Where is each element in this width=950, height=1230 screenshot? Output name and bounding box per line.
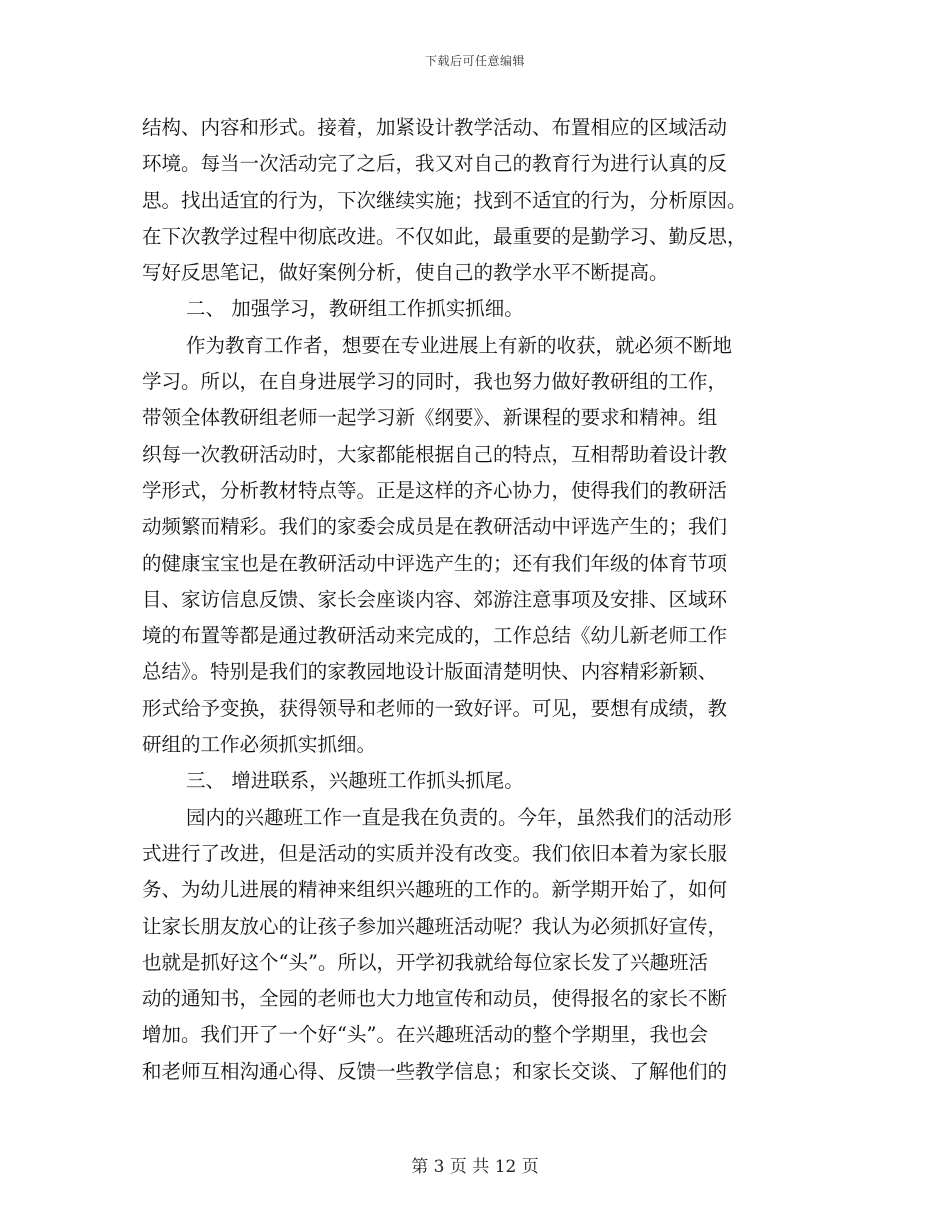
text-line: 境的布置等都是通过教研活动来完成的，工作总结《幼儿新老师工作 [142, 624, 728, 648]
text-line: 学习。所以，在自身进展学习的同时，我也努力做好教研组的工作， [142, 370, 728, 394]
paragraph-first-line: 园内的兴趣班工作一直是我在负责的。今年，虽然我们的活动形 [186, 805, 733, 829]
text-line: 务、为幼儿进展的精神来组织兴趣班的工作的。新学期开始了，如何 [142, 878, 728, 902]
text-line: 结构、内容和形式。接着，加紧设计教学活动、布置相应的区域活动 [142, 116, 728, 139]
text-line: 形式给予变换，获得领导和老师的一致好评。可见，要想有成绩，教 [142, 696, 728, 720]
page-header: 下载后可任意编辑 [424, 54, 525, 68]
document-body [142, 110, 810, 1090]
text-line: 织每一次教研活动时，大家都能根据自己的特点，互相帮助着设计教 [142, 442, 728, 466]
text-line: 式进行了改进，但是活动的实质并没有改变。我们依旧本着为家长服 [142, 841, 728, 865]
text-line: 动频繁而精彩。我们的家委会成员是在教研活动中评选产生的；我们 [142, 515, 728, 539]
text-line: 思。找出适宜的行为，下次继续实施；找到不适宜的行为，分析原因。 [142, 188, 747, 212]
text-line: 的健康宝宝也是在教研活动中评选产生的；还有我们年级的体育节项 [142, 551, 728, 575]
text-line: 目、家访信息反馈、家长会座谈内容、郊游注意事项及安排、区域环 [142, 587, 728, 611]
text-line: 在下次教学过程中彻底改进。不仅如此，最重要的是勤学习、勤反思， [142, 224, 747, 248]
text-line: 写好反思笔记，做好案例分析，使自己的教学水平不断提高。 [142, 261, 669, 285]
text-line: 带领全体教研组老师一起学习新《纲要》、新课程的要求和精神。组 [142, 406, 718, 430]
text-line: 让家长朋友放心的让孩子参加兴趣班活动呢？我认为必须抓好宣传， [142, 914, 728, 938]
text-line: 增加。我们开了一个好“头”。在兴趣班活动的整个学期里，我也会 [142, 1023, 708, 1047]
text-line: 和老师互相沟通心得、反馈一些教学信息；和家长交谈、了解他们的 [142, 1059, 728, 1083]
section-heading: 二、 加强学习，教研组工作抓实抓细。 [186, 297, 524, 321]
page-footer: 第 3 页 共 12 页 [411, 1157, 539, 1177]
text-line: 研组的工作必须抓实抓细。 [142, 733, 377, 757]
text-line: 学形式，分析教材特点等。正是这样的齐心协力，使得我们的教研活 [142, 478, 728, 502]
text-line: 总结》。特别是我们的家教园地设计版面清楚明快、内容精彩新颖、 [142, 660, 718, 684]
text-line: 环境。每当一次活动完了之后，我又对自己的教育行为进行认真的反 [142, 152, 728, 176]
text-line: 也就是抓好这个“头”。所以，开学初我就给每位家长发了兴趣班活 [142, 950, 708, 974]
section-heading: 三、 增进联系，兴趣班工作抓头抓尾。 [186, 769, 524, 793]
paragraph-first-line: 作为教育工作者，想要在专业进展上有新的收获，就必须不断地 [186, 333, 733, 357]
text-line: 动的通知书，全园的老师也大力地宣传和动员，使得报名的家长不断 [142, 987, 728, 1011]
